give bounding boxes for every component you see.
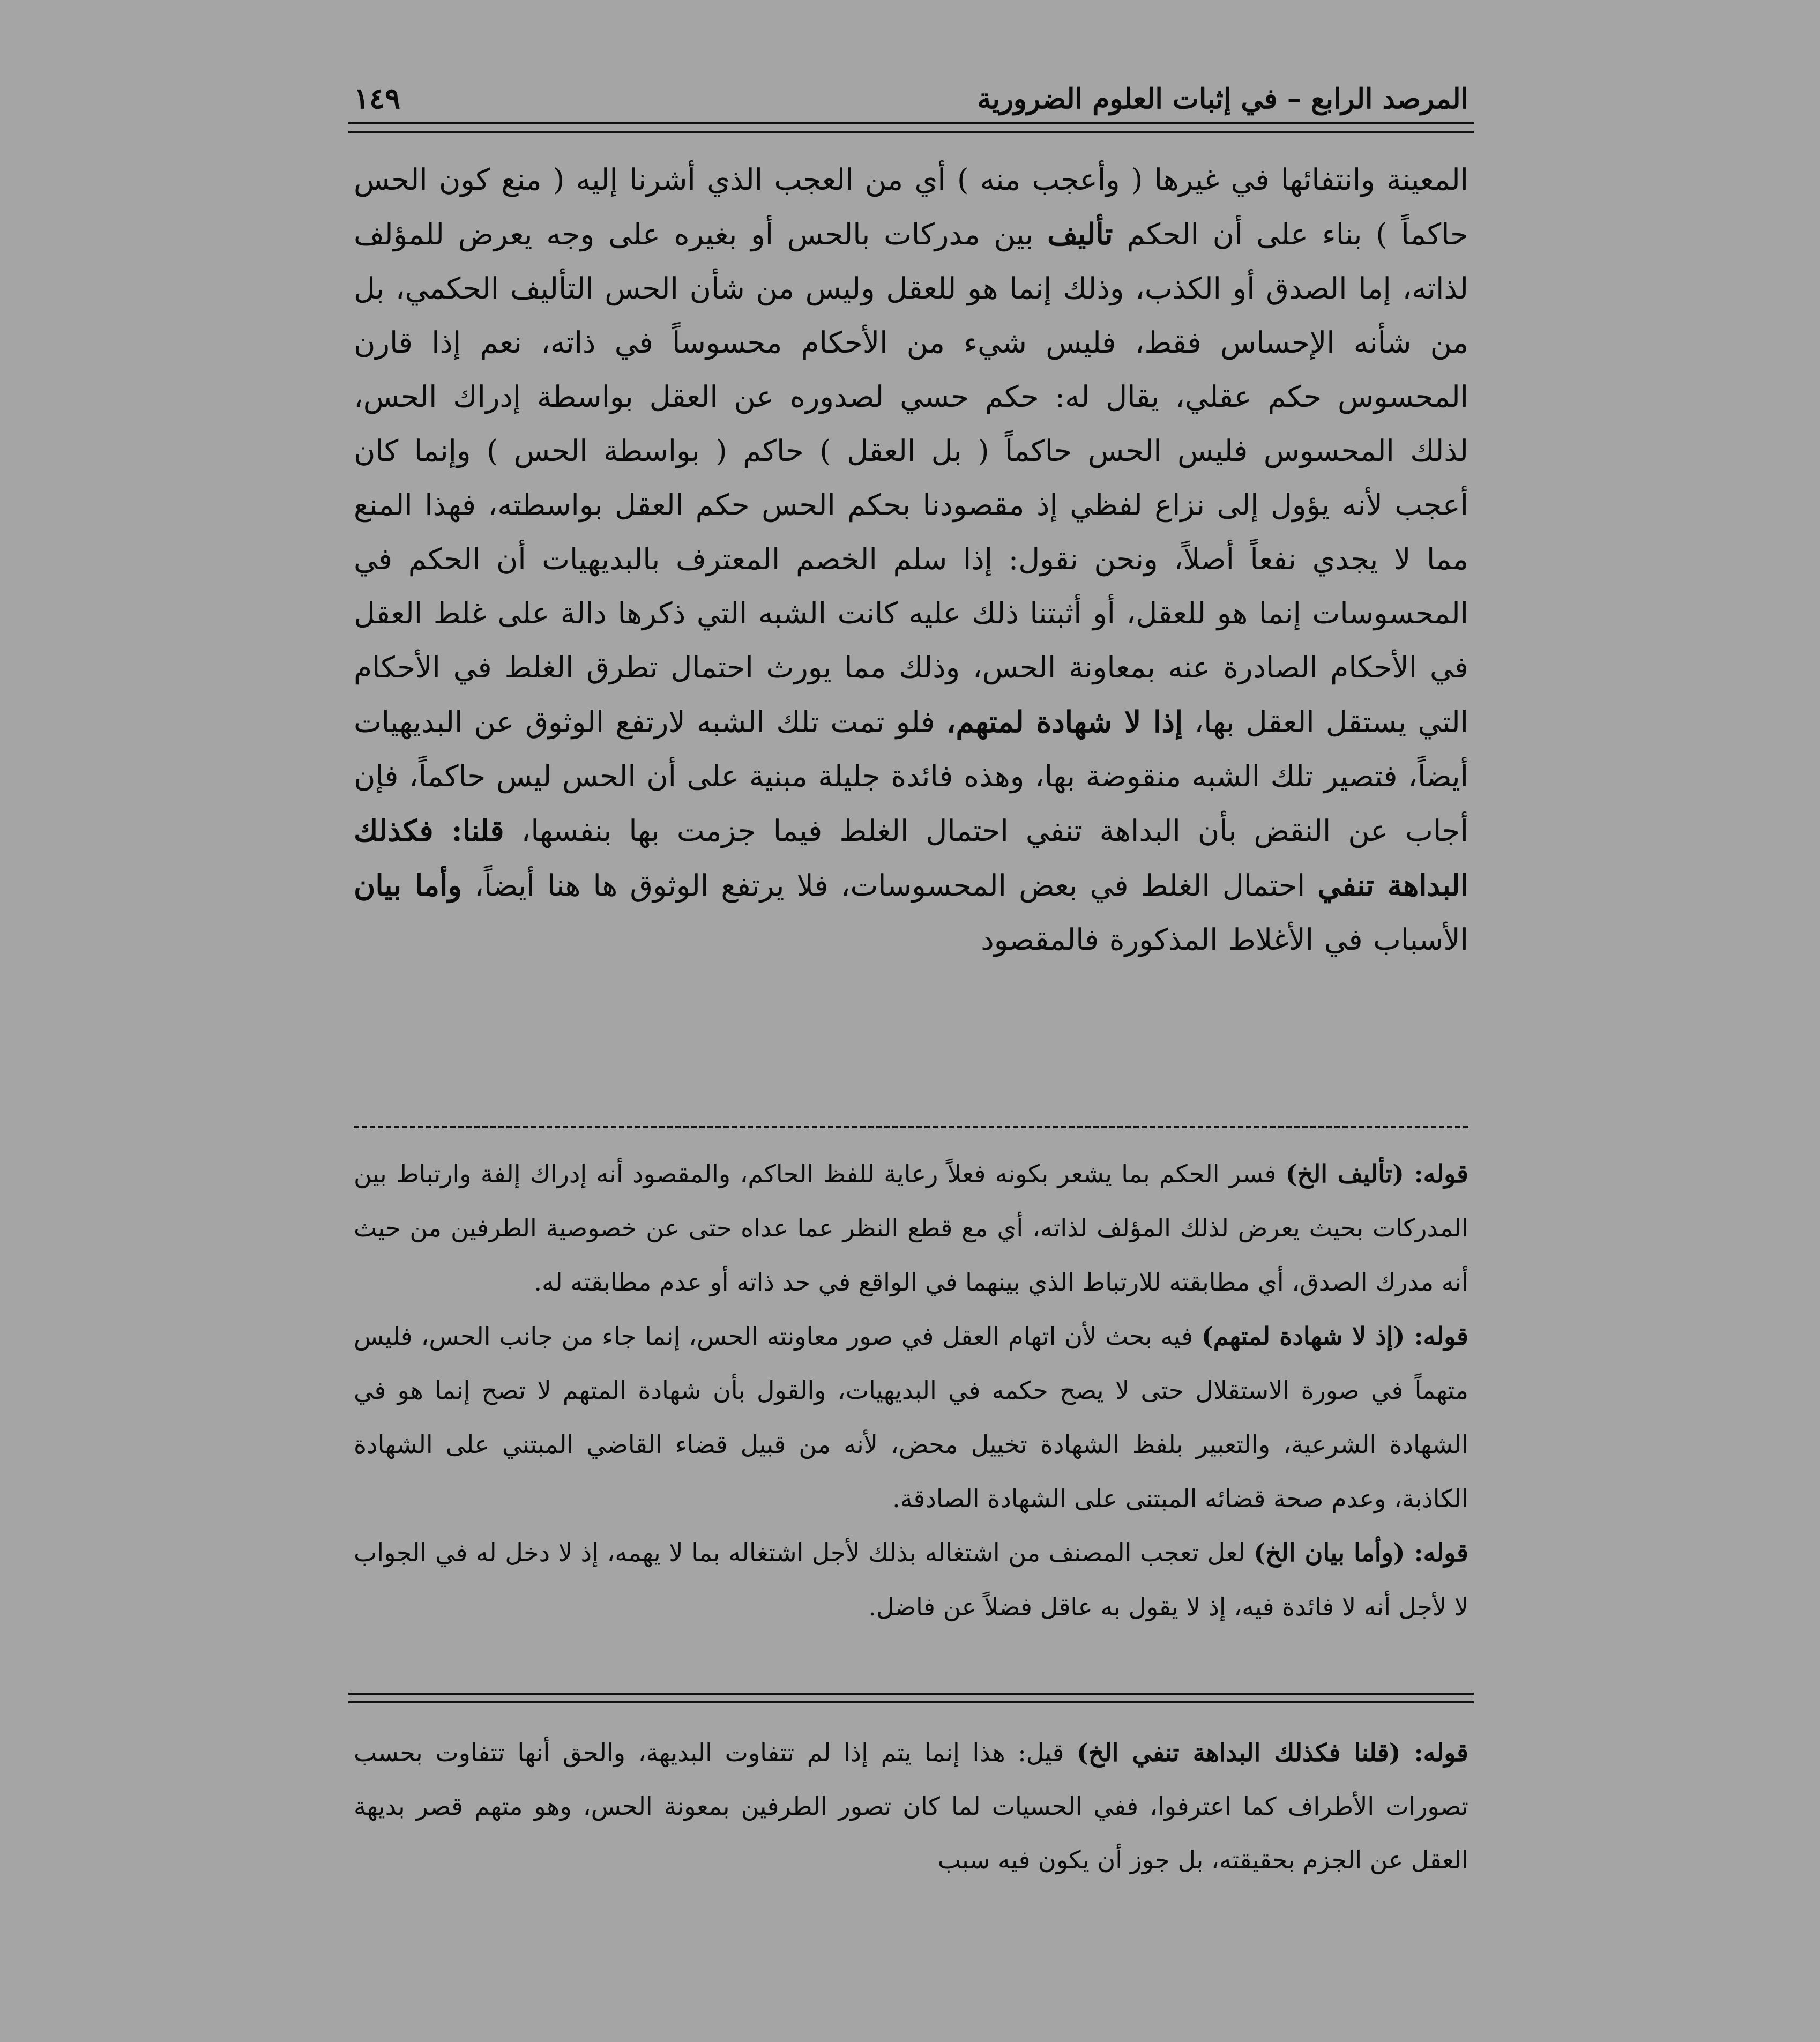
- note-item: [354, 1526, 1468, 1634]
- main-text-segment: احتمال الغلط في بعض المحسوسات، فلا يرتفع الوثوق ها هنا أيضاً،: [474, 868, 1306, 903]
- note-text: قيل: هذا إنما يتم إذا لم تتفاوت البديهة، والحق أنها تتفاوت بحسب تصورات الأطراف كما اعترفوا، ففي الحسيات لما كان تصور الطرفين بمعونة الحس، وهو متهم قصر بديهة العقل عن الجزم بحقيقته، بل جوز أن يكون فيه سبب: [354, 1738, 1468, 1874]
- section-rule: [348, 1693, 1474, 1703]
- note-item: [354, 1726, 1468, 1887]
- main-text-segment: الأسباب في الأغلاط المذكورة فالمقصود: [981, 922, 1468, 957]
- main-paragraph: [354, 153, 1468, 967]
- bold-term: تأليف: [1047, 217, 1113, 251]
- note-text: لعل تعجب المصنف من اشتغاله بذلك لأجل اشتغاله بما لا يهمه، إذ لا دخل له في الجواب لا لأجل أنه لا فائدة فيه، إذ لا يقول به عاقل فضلاً عن فاضل.: [354, 1538, 1468, 1621]
- page-number: ١٤٩: [354, 81, 401, 115]
- running-head: المرصد الرابع – في إثبات العلوم الضرورية: [977, 83, 1468, 115]
- main-text-segment: بين مدركات بالحس أو بغيره على وجه يعرض للمؤلف لذاته، إما الصدق أو الكذب، وذلك إنما هو للعقل وليس من شأن الحس التأليف الحكمي، بل من شأنه الإحساس فقط، فليس شيء من الأحكام محسوساً في ذاته، نعم إذا قارن المحسوس حكم عقلي، يقال له: حكم حسي لصدوره عن العقل بواسطة إدراك الحس، لذلك المحسوس فليس الحس حاكماً ( بل العقل ) حاكم ( بواسطة الحس ) وإنما كان أعجب لأنه يؤول إلى نزاع لفظي إذ مقصودنا بحكم الحس حكم العقل بواسطته، فهذا المنع مما لا يجدي نفعاً أصلاً، ونحن نقول: إذا سلم الخصم المعترف بالبديهيات أن الحكم في المحسوسات إنما هو للعقل، أو أثبتنا ذلك عليه كانت الشبه التي ذكرها دالة على غلط العقل في الأحكام الصادرة عنه بمعاونة الحس، وذلك مما يورث احتمال تطرق الغلط في الأحكام التي يستقل العقل بها،: [354, 217, 1469, 739]
- header-rule: [348, 122, 1474, 133]
- commentary-notes: [354, 1147, 1468, 1634]
- bold-term: إذا لا شهادة لمتهم،: [946, 704, 1183, 739]
- page-header: [354, 67, 1468, 115]
- commentary-divider: [354, 1126, 1468, 1128]
- main-text-segment: المعينة وانتفائها في غيرها ( وأعجب منه ) أي من العجب الذي أشرنا إليه ( منع كون الحس حاكماً ) بناء على أن الحكم: [354, 162, 1468, 251]
- bold-term: قلنا: فكذلك البداهة تنفي: [354, 813, 1469, 903]
- note-label: قوله: (إذ لا شهادة لمتهم): [1201, 1322, 1468, 1351]
- note-label: قوله: (تأليف الخ): [1285, 1159, 1469, 1188]
- bottom-commentary: [354, 1726, 1468, 1887]
- bold-term: وأما بيان: [354, 868, 462, 903]
- note-label: قوله: (وأما بيان الخ): [1254, 1538, 1469, 1567]
- note-item: [354, 1309, 1468, 1526]
- note-text: فيه بحث لأن اتهام العقل في صور معاونته الحس، إنما جاء من جانب الحس، فليس متهماً في صورة الاستقلال حتى لا يصح حكمه في البديهيات، والقول بأن شهادة المتهم لا تصح إنما هو في الشهادة الشرعية، والتعبير بلفظ الشهادة تخييل محض، لأنه من قبيل قضاء القاضي المبتني على الشهادة الكاذبة، وعدم صحة قضائه المبتنى على الشهادة الصادقة.: [354, 1322, 1468, 1513]
- main-text-segment: فلو تمت تلك الشبه لارتفع الوثوق عن البديهيات أيضاً، فتصير تلك الشبه منقوضة بها، وهذه فائدة جليلة مبنية على أن الحس ليس حاكماً، فإن أجاب عن النقض بأن البداهة تنفي احتمال الغلط فيما جزمت بها بنفسها،: [354, 705, 1469, 848]
- note-label: قوله: (قلنا فكذلك البداهة تنفي الخ): [1077, 1738, 1469, 1767]
- main-text: [354, 153, 1468, 967]
- note-item: [354, 1147, 1468, 1309]
- note-text: فسر الحكم بما يشعر بكونه فعلاً رعاية للفظ الحاكم، والمقصود أنه إدراك إلفة وارتباط بين المدركات بحيث يعرض لذلك المؤلف لذاته، أي مع قطع النظر عما عداه حتى عن خصوصية الطرفين من حيث أنه مدرك الصدق، أي مطابقته للارتباط الذي بينهما في الواقع في حد ذاته أو عدم مطابقته له.: [354, 1159, 1468, 1296]
